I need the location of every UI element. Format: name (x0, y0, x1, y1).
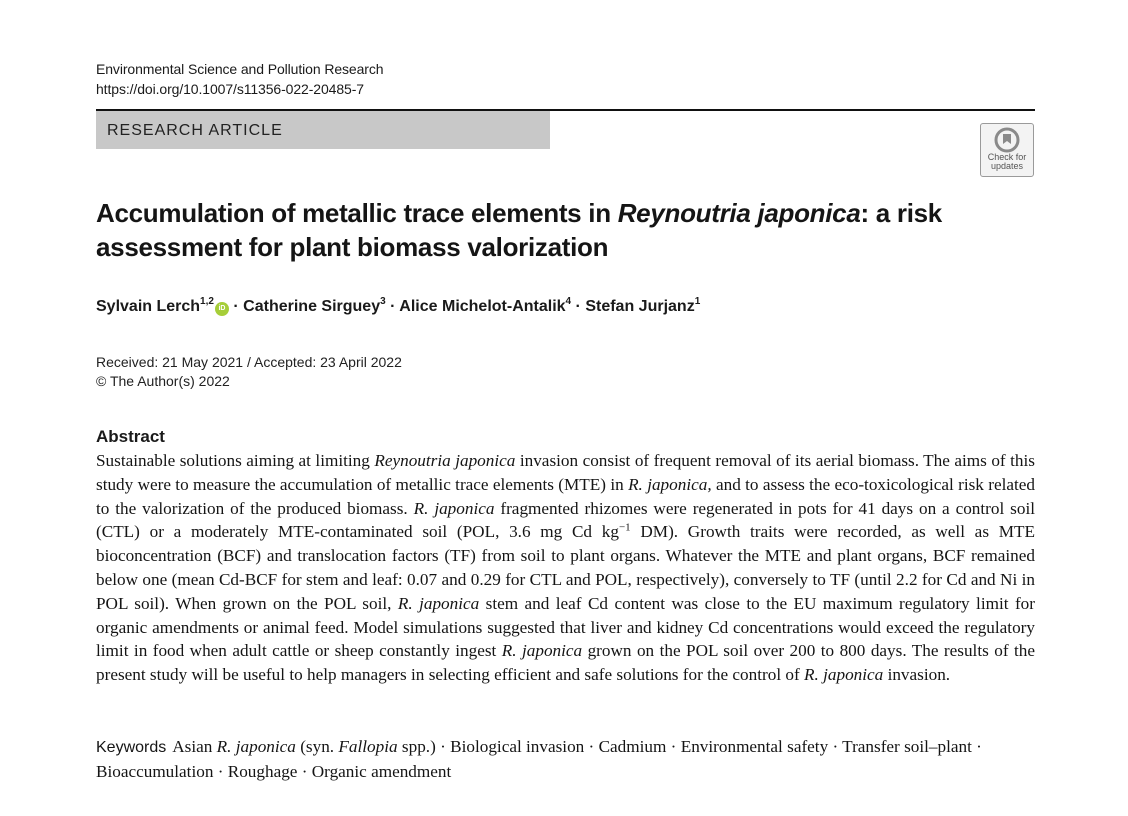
keywords-label: Keywords (96, 739, 167, 756)
author-affiliation: 3 (380, 296, 386, 307)
author-name[interactable]: Sylvain Lerch (96, 298, 201, 315)
keywords-text: Asian (172, 737, 217, 756)
check-updates-line2: updates (990, 161, 1024, 171)
abstract-text: invasion. (883, 665, 951, 685)
author-separator: · (385, 298, 400, 315)
author-affiliation: 1,2 (200, 296, 214, 307)
species-name: R. japonica (804, 665, 884, 685)
title-part2: : a risk assessment for plant biomass valorization (96, 198, 942, 262)
author-name[interactable]: Stefan Jurjanz (585, 298, 695, 315)
abstract-text: DM). Growth traits were recorded, as well as MTE bioconcentration (BCF) and translocation factors (TF) from soil to plant organs. Whatever the MTE and plant organs, BCF remained below one (mean Cd-BCF for stem and leaf: 0.07 and 0.29 for CTL and POL, respectively), conversely to TF (until 2.2 for Cd and Ni in POL soil). When grown on the POL soil, (96, 522, 1035, 613)
species-name: R. japonica (413, 498, 495, 518)
author-separator: · (571, 298, 586, 315)
journal-header (96, 59, 383, 99)
article-type-banner: RESEARCH ARTICLE (96, 111, 550, 149)
abstract-text: invasion consist of frequent removal of its aerial biomass. The aims of this study were to measure the accumulation of metallic trace elements (MTE) in (96, 451, 1035, 494)
check-updates-line1: Check for (987, 152, 1027, 162)
abstract-heading: Abstract (96, 427, 165, 446)
author-name[interactable]: Alice Michelot-Antalik (399, 298, 566, 315)
abstract-body (96, 449, 1035, 687)
species-name: R. japonica, (628, 474, 712, 494)
abstract-text: and to assess the eco-toxicological risk related to the valorization of the produced biomass. (96, 474, 1035, 518)
title-italic: Reynoutria japonica (617, 198, 861, 228)
abstract-text: fragmented rhizomes were regenerated in pots for 41 days on a control soil (CTL) or a moderately MTE-contaminated soil (POL, 3.6 mg Cd kg (96, 498, 1035, 542)
species-name: R. japonica (397, 593, 480, 613)
orcid-icon[interactable]: iD (215, 302, 229, 316)
species-name: R. japonica (501, 641, 583, 661)
author-affiliation: 1 (694, 296, 701, 307)
journal-name: Environmental Science and Pollution Research (96, 61, 384, 77)
species-name: Reynoutria japonica (374, 451, 516, 470)
species-name: R. japonica (216, 737, 296, 756)
article-title (96, 196, 996, 264)
keywords (96, 735, 1035, 784)
unit-exponent: −1 (618, 521, 631, 534)
genus-name: Fallopia (338, 737, 398, 756)
check-updates-icon (994, 127, 1020, 153)
received-accepted-dates: Received: 21 May 2021 / Accepted: 23 April 2022 (96, 354, 402, 370)
author-separator: · (228, 298, 244, 315)
abstract-text: stem and leaf Cd content was close to the EU maximum regulatory limit for organic amendments or animal feed. Model simulations suggested that liver and kidney Cd concentrations would exceed the regulatory limit in food when adult cattle or sheep constantly ingest (96, 593, 1035, 661)
keywords-text: spp.) · Biological invasion · Cadmium · Environmental safety · Transfer soil–plant · Bioaccumulation · Roughage · Organic amendment (96, 737, 982, 781)
abstract-text: grown on the POL soil over 200 to 800 days. The results of the present study will be useful to help managers in selecting efficient and safe solutions for the control of (96, 641, 1035, 685)
doi-link[interactable]: https://doi.org/10.1007/s11356-022-20485-7 (96, 81, 364, 97)
author-affiliation: 4 (565, 296, 572, 307)
author-list (96, 295, 700, 319)
author-name[interactable]: Catherine Sirguey (243, 298, 381, 315)
abstract-text: Sustainable solutions aiming at limiting (96, 451, 375, 470)
copyright-notice: © The Author(s) 2022 (96, 373, 230, 389)
publication-dates (96, 353, 402, 391)
keywords-text: (syn. (295, 737, 339, 756)
title-part1: Accumulation of metallic trace elements in (96, 198, 618, 228)
check-for-updates-badge[interactable] (980, 123, 1034, 177)
